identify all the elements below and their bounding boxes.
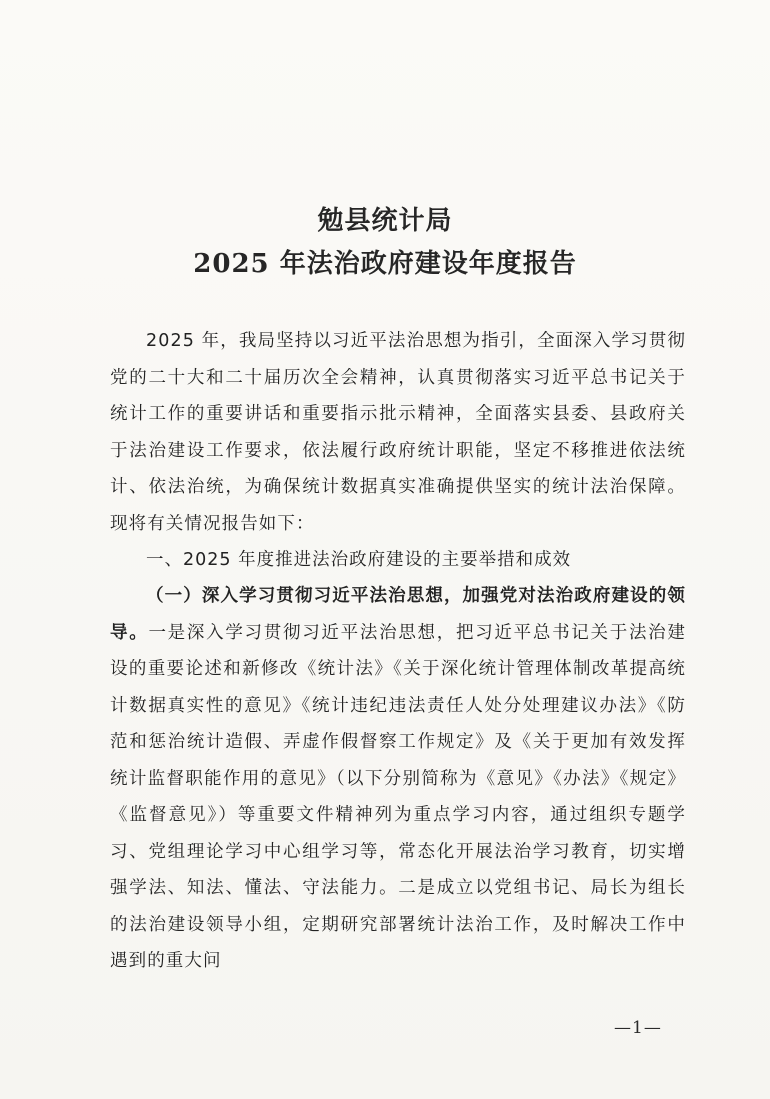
document-title-line2: 2025 年法治政府建设年度报告 xyxy=(193,249,577,279)
subsection-lead: （一）深入学习贯彻习近平法治思想，加强党对法治政府建设的领导。 xyxy=(110,586,686,643)
intro-paragraph: 2025 年，我局坚持以习近平法治思想为指引，全面深入学习贯彻党的二十大和二十届历次全会精神，认真贯彻落实习近平总书记关于统计工作的重要讲话和重要指示批示精神，全面落实县委、县政府关于法治建设工作要求，依法履行政府统计职能，坚定不移推进依法统计、依法治统，为确保统计数据真实准确提供坚实的统计法治保障。现将有关情况报告如下： xyxy=(110,331,686,534)
subsection-paragraph xyxy=(110,578,686,980)
document-title-line1: 勉县统计局 xyxy=(317,206,453,236)
section-heading: 一、2025 年度推进法治政府建设的主要举措和成效 xyxy=(146,550,572,570)
subsection-body: 一是深入学习贯彻习近平法治思想，把习近平总书记关于法治建设的重要论述和新修改《统计法》《关于深化统计管理体制改革提高统计数据真实性的意见》《统计违纪违法责任人处分处理建议办法》《防范和惩治统计造假、弄虚作假督察工作规定》及《关于更加有效发挥统计监督职能作用的意见》（以下分别简称为《意见》《办法》《规定》《监督意见》）等重要文件精神列为重点学习内容，通过组织专题学习、党组理论学习中心组学习等，常态化开展法治学习教育，切实增强学法、知法、懂法、守法能力。二是成立以党组书记、局长为组长的法治建设领导小组，定期研究部署统计法治工作，及时解决工作中遇到的重大问 xyxy=(110,622,686,971)
page-number: —1— xyxy=(614,1018,662,1038)
